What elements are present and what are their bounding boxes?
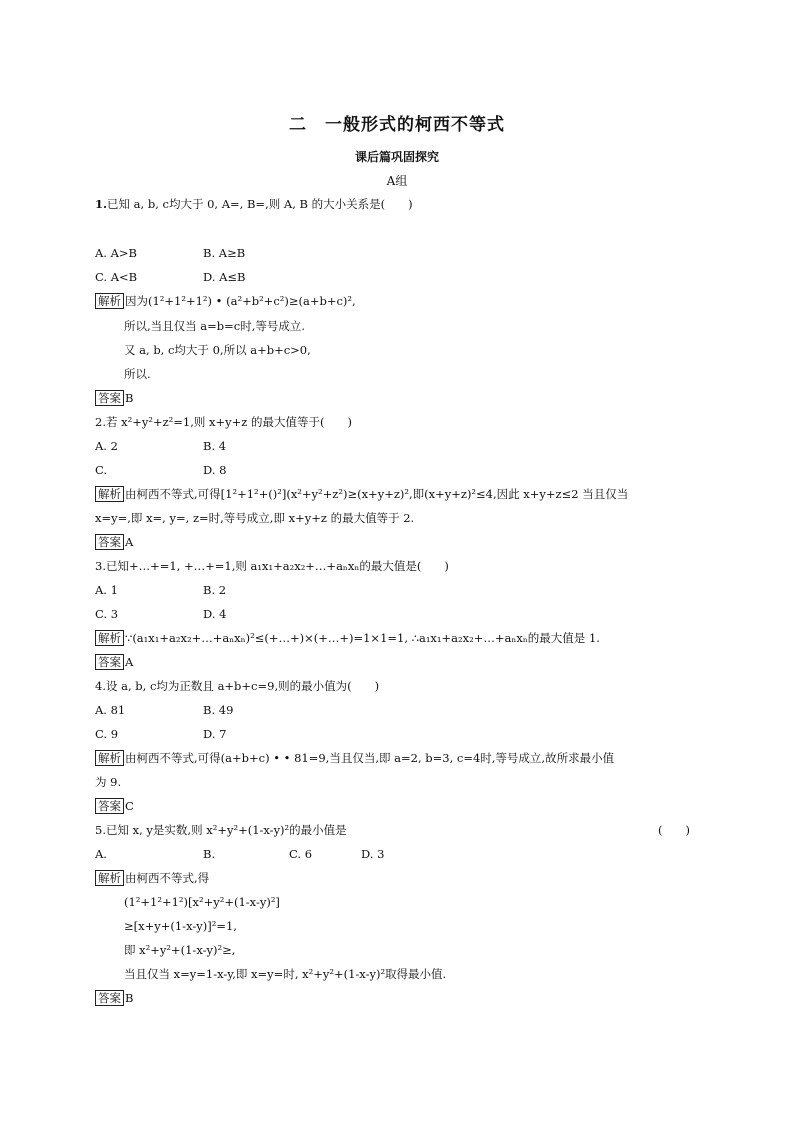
q2-analysis-line-1: 解析 由柯西不等式,可得[1²+1²+()²](x²+y²+z²)≥(x+y+z)²,即(x+y+z)²≤4,因此 x+y+z≤2 当且仅当 (95, 486, 628, 502)
q3-option-b: B. 2 (203, 583, 227, 597)
analysis-tag: 解析 (95, 486, 124, 502)
q4-answer: 答案 C (95, 798, 134, 814)
question-2-stem: 2.若 x²+y²+z²=1,则 x+y+z 的最大值等于( ) (95, 415, 352, 429)
q5-option-c: C. 6 (289, 847, 313, 861)
answer-tag: 答案 (95, 654, 124, 670)
analysis-tag: 解析 (95, 870, 124, 886)
analysis-tag: 解析 (95, 630, 124, 646)
q1-analysis-line-3: 又 a, b, c均大于 0,所以 a+b+c>0, (124, 343, 311, 357)
q1-option-b: B. A≥B (203, 246, 246, 260)
q1-analysis-line-2: 所以,当且仅当 a=b=c时,等号成立. (124, 319, 306, 333)
q5-option-a: A. (95, 847, 107, 861)
q3-option-d: D. 4 (203, 607, 227, 621)
section-title: 课后篇巩固探究 (354, 150, 439, 164)
q5-option-d: D. 3 (361, 847, 385, 861)
q1-option-c: C. A<B (95, 270, 138, 284)
group-label: A组 (386, 174, 408, 188)
q4-option-c: C. 9 (95, 727, 119, 741)
question-4-stem: 4.设 a, b, c均为正数且 a+b+c=9,则的最小值为( ) (95, 679, 380, 693)
q1-analysis-line-4: 所以. (124, 367, 151, 381)
q1-answer: 答案 B (95, 390, 133, 406)
q2-option-d: D. 8 (203, 463, 227, 477)
question-3-stem: 3.已知+…+=1, +…+=1,则 a₁x₁+a₂x₂+…+aₙxₙ的最大值是( ) (95, 559, 449, 573)
question-1-stem: 1.已知 a, b, c均大于 0, A=, B=,则 A, B 的大小关系是( ) (95, 197, 413, 211)
q1-option-a: A. A>B (95, 246, 138, 260)
q5-analysis-line-4: 即 x²+y²+(1-x-y)²≥, (124, 943, 236, 957)
q3-option-a: A. 1 (95, 583, 118, 597)
page-title: 二 一般形式的柯西不等式 (289, 115, 505, 135)
q4-option-b: B. 49 (203, 703, 234, 717)
q5-analysis-line-1: 解析 由柯西不等式,得 (95, 870, 209, 886)
question-5-stem: 5.已知 x, y是实数,则 x²+y²+(1-x-y)²的最小值是 (95, 823, 347, 837)
q2-option-c: C. (95, 463, 108, 477)
q3-option-c: C. 3 (95, 607, 119, 621)
q3-answer: 答案 A (95, 654, 133, 670)
q5-analysis-line-2: (1²+1²+1²)[x²+y²+(1-x-y)²] (124, 895, 280, 909)
q5-analysis-line-5: 当且仅当 x=y=1-x-y,即 x=y=时, x²+y²+(1-x-y)²取得最小值. (124, 967, 447, 981)
q4-analysis-line-2: 为 9. (95, 775, 122, 789)
answer-tag: 答案 (95, 390, 124, 406)
answer-tag: 答案 (95, 534, 124, 550)
q5-option-b: B. (203, 847, 216, 861)
q5-answer: 答案 B (95, 990, 133, 1006)
analysis-tag: 解析 (95, 293, 124, 309)
q2-option-b: B. 4 (203, 439, 227, 453)
q5-analysis-line-3: ≥[x+y+(1-x-y)]²=1, (124, 919, 237, 933)
q2-option-a: A. 2 (95, 439, 118, 453)
analysis-tag: 解析 (95, 750, 124, 766)
q1-analysis-line-1: 解析 因为(1²+1²+1²) • (a²+b²+c²)≥(a+b+c)², (95, 293, 356, 309)
q2-answer: 答案 A (95, 534, 133, 550)
q4-option-d: D. 7 (203, 727, 227, 741)
q2-analysis-line-2: x=y=,即 x=, y=, z=时,等号成立,即 x+y+z 的最大值等于 2. (95, 511, 415, 525)
answer-tag: 答案 (95, 798, 124, 814)
q4-option-a: A. 81 (95, 703, 126, 717)
q5-answer-paren: ( ) (658, 823, 690, 837)
answer-tag: 答案 (95, 990, 124, 1006)
q4-analysis-line-1: 解析 由柯西不等式,可得(a+b+c) • • 81=9,当且仅当,即 a=2, b=3, c=4时,等号成立,故所求最小值 (95, 750, 614, 766)
q3-analysis: 解析 ∵(a₁x₁+a₂x₂+…+aₙxₙ)²≤(+…+)×(+…+)=1×1=1, ∴a₁x₁+a₂x₂+…+aₙxₙ的最大值是 1. (95, 630, 600, 646)
q1-option-d: D. A≤B (203, 270, 246, 284)
